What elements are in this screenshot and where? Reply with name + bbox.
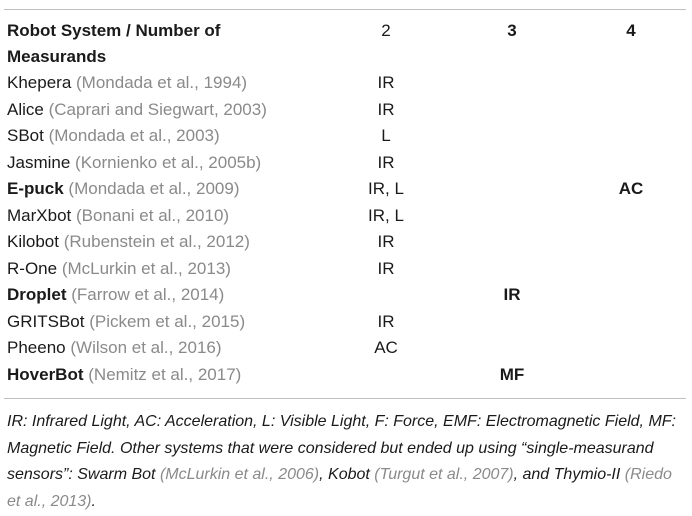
table-row [4,362,686,389]
robot-citation: (Rubenstein et al., 2012) [63,232,250,251]
footnote-text-1: IR: Infrared Light, AC: Acceleration, L: Visible Light, F: Force, EMF: Electromagnetic Field, MF: Magnetic Field. Other systems that were considered but ended up using “single-measurand sensors”: Swarm Bot [7,413,676,483]
table-row [4,203,686,230]
measurands-4-cell [576,229,686,256]
robot-name-cell [4,256,324,283]
header-col-2: 2 [381,21,391,40]
robot-name: HoverBot [7,364,84,384]
table-row [4,97,686,124]
table-row [4,150,686,177]
measurands-4-cell [576,203,686,230]
footnote-text-2: , Kobot [319,466,375,483]
robot-citation: (Mondada et al., 2003) [48,126,220,145]
table-row [4,70,686,97]
header-robot-system [4,18,324,70]
robot-name: MarXbot [7,205,72,225]
robot-citation: (Nemitz et al., 2017) [88,364,242,384]
robot-name-cell [4,123,324,150]
header-col-4: 4 [626,21,636,40]
table-row [4,335,686,362]
table-row [4,282,686,309]
measurands-2-cell: L [381,126,391,145]
robot-name: Jasmine [7,152,71,172]
footnote-text-3: , and Thymio-II [513,466,625,483]
robot-citation: (Kornienko et al., 2005b) [75,152,262,172]
footnote-citation-1: (McLurkin et al., 2006) [159,466,320,483]
robot-citation: (Bonani et al., 2010) [75,205,230,225]
measurands-4-cell [576,123,686,150]
measurands-3-cell [448,176,576,203]
measurands-3-cell [448,335,576,362]
measurands-4-cell [576,282,686,309]
measurands-4-cell [576,256,686,283]
measurands-3-cell: IR [503,285,521,304]
measurands-4-cell [576,97,686,124]
robot-name: R-One [7,258,58,278]
header-name-line2: Measurands [7,47,107,66]
robot-name: E-puck [7,179,64,198]
measurands-3-cell [448,97,576,124]
measurands-2-cell: IR [377,99,395,119]
measurands-2-cell: IR, L [368,205,404,225]
table-bottom-rule [4,398,686,399]
robot-name: Droplet [7,285,67,304]
robot-citation: (Pickem et al., 2015) [89,311,246,331]
measurands-3-cell [448,70,576,97]
measurands-4-cell [576,70,686,97]
footnote-citation-2: (Turgut et al., 2007) [374,466,514,483]
robot-citation: (Mondada et al., 1994) [76,73,248,92]
measurands-4-cell [576,362,686,389]
measurands-2-cell: IR, L [368,179,404,198]
robot-name-cell [4,150,324,177]
robot-name-cell [4,203,324,230]
footnote-text-4: . [91,492,96,510]
robot-name-cell [4,282,324,309]
measurands-3-cell [448,309,576,336]
table-header-row [4,18,686,70]
measurands-4-cell [576,335,686,362]
robot-name-cell [4,70,324,97]
robot-citation: (Wilson et al., 2016) [70,338,222,357]
measurands-2-cell: IR [377,232,395,251]
robot-name-cell [4,362,324,389]
measurands-4-cell [576,150,686,177]
table-footnote [7,409,683,515]
measurands-3-cell [448,256,576,283]
measurands-2-cell: IR [377,258,395,278]
robot-name-cell [4,97,324,124]
measurands-3-cell: MF [499,364,525,384]
measurands-4-cell [576,309,686,336]
measurands-2-cell: IR [377,73,395,92]
robot-name: Kilobot [7,232,59,251]
robot-citation: (Mondada et al., 2009) [68,179,240,198]
robot-name: GRITSBot [7,311,85,331]
table-row [4,309,686,336]
robot-name-cell [4,229,324,256]
robot-name-cell [4,335,324,362]
robot-name: Khepera [7,73,72,92]
robot-name-cell [4,176,324,203]
robot-name-cell [4,309,324,336]
table-row [4,123,686,150]
table-row [4,176,686,203]
table-body [4,70,686,388]
measurands-2-cell: IR [377,152,395,172]
measurands-4-cell: AC [618,179,644,198]
measurands-2-cell: IR [377,311,395,331]
table-row [4,229,686,256]
robot-citation: (Farrow et al., 2014) [71,285,225,304]
footnote-citation-3: (Riedo et al., 2013) [7,466,672,510]
measurands-3-cell [448,150,576,177]
robot-name: Pheeno [7,338,66,357]
table-row [4,256,686,283]
measurands-2-cell: AC [374,338,398,357]
header-col-3: 3 [507,21,517,40]
robot-name: SBot [7,126,44,145]
table-top-rule [4,9,686,10]
measurands-table [4,18,686,388]
measurands-3-cell [448,203,576,230]
measurands-2-cell [324,362,448,389]
robot-name: Alice [7,99,44,119]
robot-citation: (McLurkin et al., 2013) [61,258,231,278]
measurands-3-cell [448,123,576,150]
header-name-line1: Robot System / Number of [7,21,221,40]
measurands-2-cell [324,282,448,309]
robot-citation: (Caprari and Siegwart, 2003) [48,99,267,119]
measurands-3-cell [448,229,576,256]
